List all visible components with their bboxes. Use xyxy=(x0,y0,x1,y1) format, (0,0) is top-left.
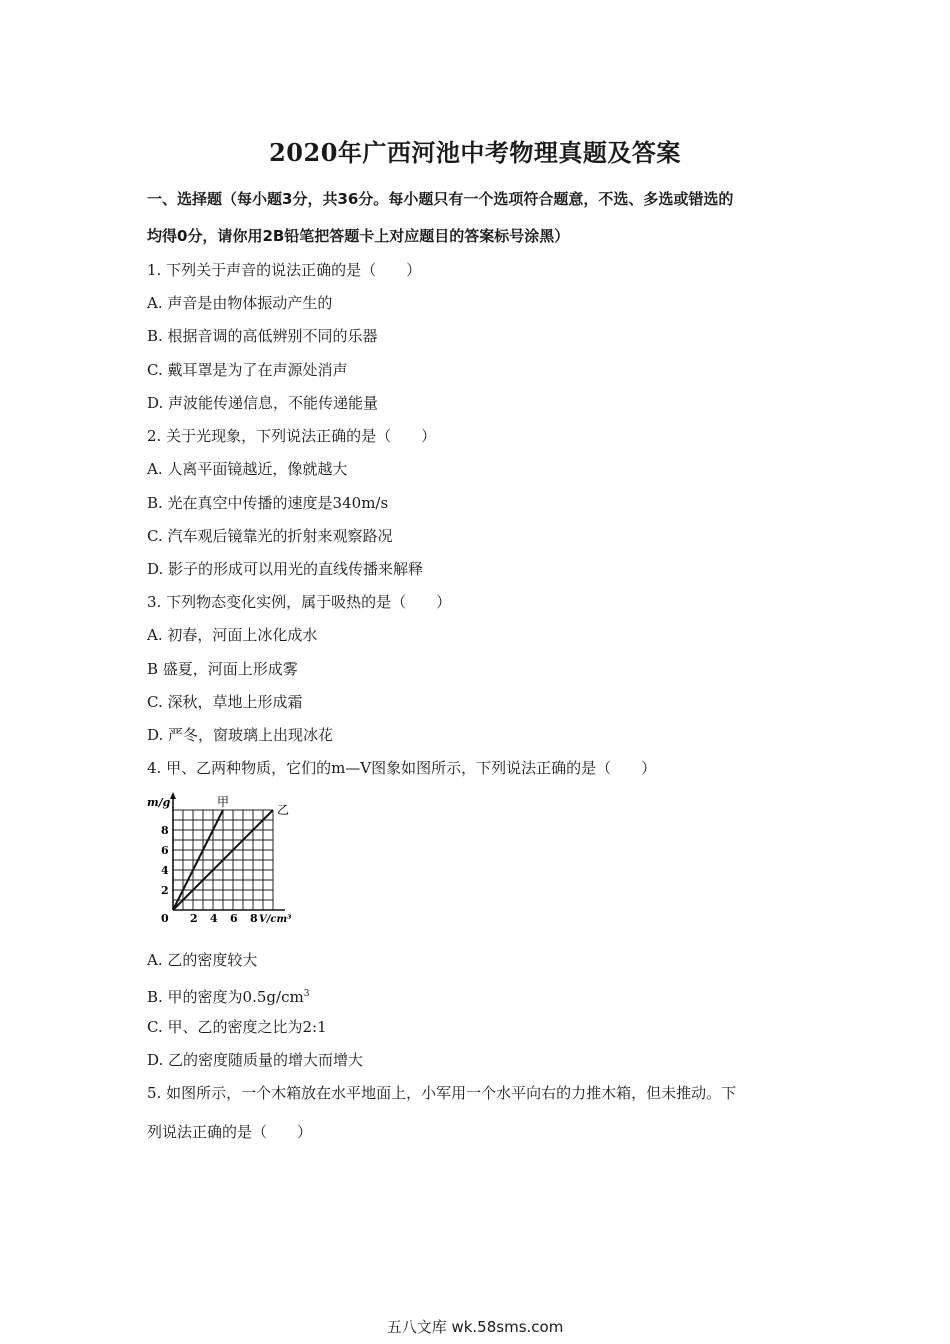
q1-option-d: D. 声波能传递信息，不能传递能量 xyxy=(147,394,379,412)
q4-option-a: A. 乙的密度较大 xyxy=(147,951,258,969)
series-label-1: 乙 xyxy=(277,803,290,817)
q1-option-b: B. 根据音调的高低辨别不同的乐器 xyxy=(147,327,378,345)
q1-option-c: C. 戴耳罩是为了在声源处消声 xyxy=(147,361,348,379)
y-tick-label: 2 xyxy=(161,884,169,897)
origin-label: 0 xyxy=(161,912,169,925)
x-axis-label: V/cm³ xyxy=(259,914,292,925)
y-tick-label: 6 xyxy=(161,844,169,857)
q5-line-2: 列说法正确的是（ ） xyxy=(147,1123,313,1141)
q2-stem: 2. 关于光现象，下列说法正确的是（ ） xyxy=(147,427,437,445)
mv-graph-svg xyxy=(143,788,303,928)
q3-stem: 3. 下列物态变化实例，属于吸热的是（ ） xyxy=(147,593,452,611)
x-tick-label: 6 xyxy=(230,912,238,925)
q5-line-1: 5. 如图所示，一个木箱放在水平地面上，小军用一个水平向右的力推木箱，但未推动。下 xyxy=(147,1084,737,1102)
q4-option-b-superscript: 3 xyxy=(303,989,310,999)
section-heading-2: 均得0分，请你用2B铅笔把答题卡上对应题目的答案标号涂黑） xyxy=(147,227,570,245)
section-heading-1: 一、选择题（每小题3分，共36分。每小题只有一个选项符合题意，不选、多选或错选的 xyxy=(147,190,734,208)
q2-option-d: D. 影子的形成可以用光的直线传播来解释 xyxy=(147,560,424,578)
footer-watermark: 五八文库 wk.58sms.com xyxy=(386,1318,564,1336)
q4-option-b-text: B. 甲的密度为0.5g/cm xyxy=(147,988,304,1006)
y-axis-arrow xyxy=(170,792,176,799)
q3-option-a: A. 初春，河面上冰化成水 xyxy=(147,626,318,644)
q2-option-c: C. 汽车观后镜靠光的折射来观察路况 xyxy=(147,527,393,545)
q4-option-d: D. 乙的密度随质量的增大而增大 xyxy=(147,1051,364,1069)
y-axis-label: m/g xyxy=(147,796,171,809)
mv-graph xyxy=(143,788,303,928)
q3-option-b: B 盛夏，河面上形成雾 xyxy=(147,660,298,678)
q4-option-b xyxy=(147,984,309,1007)
y-tick-label: 8 xyxy=(161,824,169,837)
y-tick-label: 4 xyxy=(161,864,169,877)
q4-stem: 4. 甲、乙两种物质，它们的m—V图象如图所示，下列说法正确的是（ ） xyxy=(147,759,657,777)
q4-option-c: C. 甲、乙的密度之比为2:1 xyxy=(147,1018,327,1036)
document-title: 2020年广西河池中考物理真题及答案 xyxy=(269,138,681,167)
q3-option-c: C. 深秋，草地上形成霜 xyxy=(147,693,303,711)
q3-option-d: D. 严冬，窗玻璃上出现冰花 xyxy=(147,726,334,744)
q1-stem: 1. 下列关于声音的说法正确的是（ ） xyxy=(147,261,422,279)
q2-option-a: A. 人离平面镜越近，像就越大 xyxy=(147,460,348,478)
q1-option-a: A. 声音是由物体振动产生的 xyxy=(147,294,333,312)
series-label-0: 甲 xyxy=(217,795,230,809)
x-tick-label: 4 xyxy=(210,912,218,925)
q2-option-b: B. 光在真空中传播的速度是340m/s xyxy=(147,494,389,512)
x-tick-label: 2 xyxy=(190,912,198,925)
x-tick-label: 8 xyxy=(250,912,258,925)
